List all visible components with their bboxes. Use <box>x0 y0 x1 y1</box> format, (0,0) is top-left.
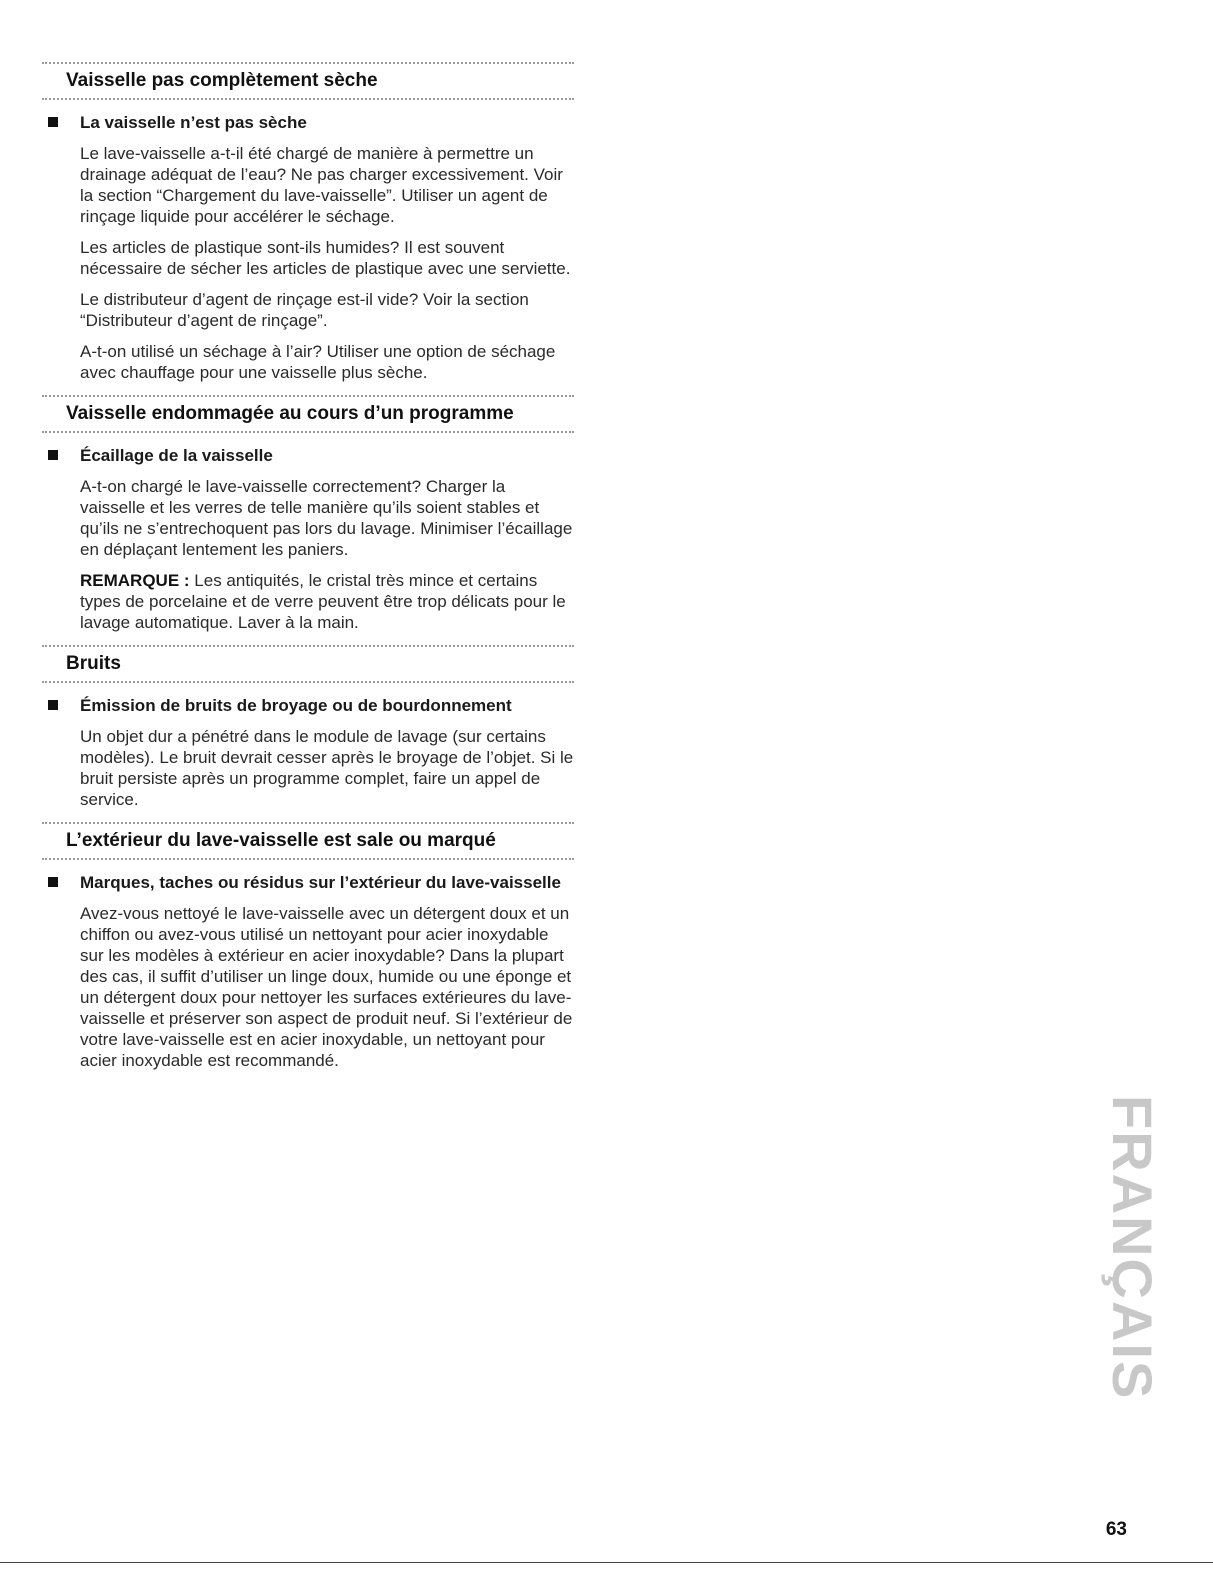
paragraph: Les articles de plastique sont-ils humides? Il est souvent nécessaire de sécher les articles de plastique avec une serviette. <box>80 238 571 278</box>
bullet-square-icon <box>48 117 58 127</box>
problem-title-text: La vaisselle n’est pas sèche <box>80 113 307 132</box>
note-paragraph <box>80 570 574 633</box>
bullet-square-icon <box>48 450 58 460</box>
paragraph: Un objet dur a pénétré dans le module de lavage (sur certains modèles). Le bruit devrait cesser après le broyage de l’objet. Si le bruit persiste après un programme complet, faire un appel de service. <box>80 727 574 809</box>
paragraph: Avez-vous nettoyé le lave-vaisselle avec un détergent doux et un chiffon ou avez-vous utilisé un nettoyant pour acier inoxydable sur les modèles à extérieur en acier inoxydable? Dans la plupart des cas, il suffit d’utiliser un linge doux, humide ou une éponge et un détergent doux pour nettoyer les surfaces extérieures du lave-vaisselle et préserver son aspect de produit neuf. Si l’extérieur de votre lave-vaisselle est en acier inoxydable, un nettoyant pour acier inoxydable est recommandé. <box>80 904 573 1070</box>
section-heading: Bruits <box>42 645 574 683</box>
note-text: Les antiquités, le cristal très mince et certains types de porcelaine et de verre peuvent être trop délicats pour le lavage automatique. Laver à la main. <box>80 571 566 632</box>
section-dishes-not-dry <box>42 62 574 383</box>
bullet-square-icon <box>48 877 58 887</box>
paragraph: Le distributeur d’agent de rinçage est-il vide? Voir la section “Distributeur d’agent de rinçage”. <box>80 290 529 330</box>
section-heading: Vaisselle endommagée au cours d’un programme <box>42 395 574 433</box>
problem-title-text: Émission de bruits de broyage ou de bourdonnement <box>80 696 512 715</box>
troubleshooting-column <box>42 62 574 1071</box>
note-label: REMARQUE : <box>80 571 190 590</box>
problem-title <box>42 872 574 893</box>
section-heading: L’extérieur du lave-vaisselle est sale ou marqué <box>42 822 574 860</box>
section-noises <box>42 645 574 810</box>
section-exterior-dirty <box>42 822 574 1071</box>
problem-title <box>42 112 574 133</box>
section-damaged-dishes <box>42 395 574 633</box>
section-heading: Vaisselle pas complètement sèche <box>42 62 574 100</box>
bottom-rule <box>0 1562 1213 1563</box>
problem-title <box>42 695 574 716</box>
bullet-square-icon <box>48 700 58 710</box>
problem-title <box>42 445 574 466</box>
language-side-tab: FRANÇAIS <box>1101 1095 1164 1401</box>
paragraph: A-t-on utilisé un séchage à l’air? Utiliser une option de séchage avec chauffage pour une vaisselle plus sèche. <box>80 342 556 382</box>
page-number: 63 <box>1105 1519 1127 1540</box>
problem-title-text: Écaillage de la vaisselle <box>80 446 273 465</box>
paragraph: A-t-on chargé le lave-vaisselle correctement? Charger la vaisselle et les verres de telle manière qu’ils soient stables et qu’ils ne s’entrechoquent pas lors du lavage. Minimiser l’écaillage en déplaçant lentement les paniers. <box>80 477 573 559</box>
problem-title-text: Marques, taches ou résidus sur l’extérieur du lave-vaisselle <box>80 873 561 892</box>
paragraph: Le lave-vaisselle a-t-il été chargé de manière à permettre un drainage adéquat de l’eau? Ne pas charger excessivement. Voir la section “Chargement du lave-vaisselle”. Utiliser un agent de rinçage liquide pour accélérer le séchage. <box>80 144 563 226</box>
